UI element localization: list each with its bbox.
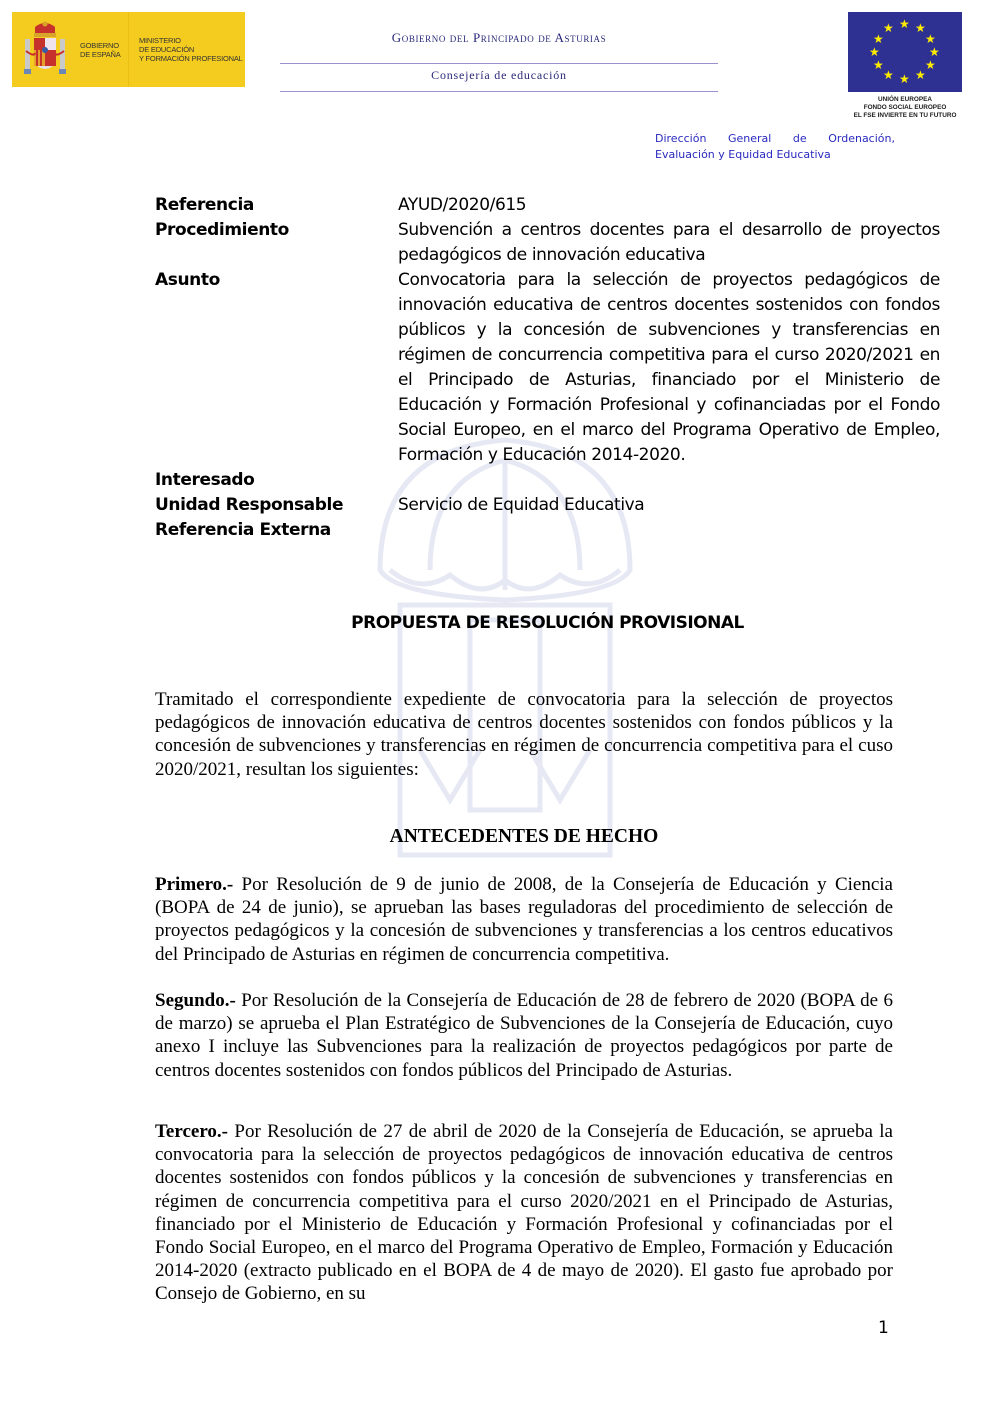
document-title: PROPUESTA DE RESOLUCIÓN PROVISIONAL xyxy=(351,613,744,633)
gov-line1: GOBIERNO xyxy=(80,40,119,50)
direction-line2: Evaluación y Equidad Educativa xyxy=(655,148,831,161)
ministry-line2: DE EDUCACIÓN xyxy=(139,45,195,54)
eu-caption xyxy=(848,96,962,120)
logo-divider xyxy=(128,12,129,87)
ministry-line3: Y FORMACIÓN PROFESIONAL xyxy=(139,54,243,63)
eu-caption-line2: FONDO SOCIAL EUROPEO xyxy=(863,104,947,111)
paragraph-text: Por Resolución de la Consejería de Educación de 28 de febrero de 2020 (BOPA de 6 de marzo) se aprueba el Plan Estratégico de Subvenciones de la Consejería de Educación, cuyo anexo I incluye las Subvenciones para la realización de proyectos pedagógicos por parte de centros docentes sostenidos con fondos públicos del Principado de Asturias. xyxy=(155,990,893,1081)
consejeria-subtitle: Consejería de educación xyxy=(431,68,567,82)
paragraph-tercero xyxy=(155,1120,893,1306)
paragraph-lead: Primero.- xyxy=(155,874,234,895)
direction-word: General xyxy=(728,132,772,145)
direction-word: de xyxy=(792,132,807,145)
page-number: 1 xyxy=(878,1318,889,1338)
principado-header xyxy=(280,30,718,92)
meta-row-unidad-responsable xyxy=(155,493,940,518)
ministry-text xyxy=(139,36,243,63)
meta-row-asunto xyxy=(155,268,940,468)
paragraph-primero xyxy=(155,873,893,966)
gov-line2: DE ESPAÑA xyxy=(80,49,121,59)
ministry-line1: MINISTERIO xyxy=(139,36,181,45)
meta-label: Referencia xyxy=(155,195,254,215)
gobierno-espana-text xyxy=(80,41,128,59)
meta-row-referencia-externa xyxy=(155,518,940,543)
meta-row-procedimiento xyxy=(155,218,940,268)
eu-fse-logo xyxy=(848,12,962,120)
meta-value: AYUD/2020/615 xyxy=(398,195,527,215)
paragraph-lead: Tercero.- xyxy=(155,1121,228,1142)
meta-label: Referencia Externa xyxy=(155,520,331,540)
meta-row-interesado xyxy=(155,468,940,493)
eu-flag-icon: ★ ★ ★ ★ ★ ★ ★ ★ ★ ★ ★ ★ xyxy=(848,12,962,92)
direction-word: Dirección xyxy=(655,132,707,145)
header-divider-bottom xyxy=(280,91,718,92)
meta-label: Interesado xyxy=(155,470,255,490)
meta-label: Asunto xyxy=(155,270,220,290)
metadata-table xyxy=(155,193,940,543)
paragraph-text: Por Resolución de 9 de junio de 2008, de la Consejería de Educación y Ciencia (BOPA de 24 de junio), se aprueban las bases reguladoras del procedimiento de selección de proyectos pedagógicos y la concesión de subvenciones y transferencias a los centros educativos del Principado de Asturias en régimen de concurrencia competitiva. xyxy=(155,874,893,965)
principado-title: Gobierno del Principado de Asturias xyxy=(391,30,607,45)
section-title: ANTECEDENTES DE HECHO xyxy=(389,826,659,847)
meta-value xyxy=(398,518,940,543)
paragraph-lead: Segundo.- xyxy=(155,990,236,1011)
spain-coat-of-arms-icon xyxy=(22,19,68,81)
meta-value: Servicio de Equidad Educativa xyxy=(398,495,645,515)
header-divider-top xyxy=(280,63,718,64)
paragraph-segundo xyxy=(155,989,893,1082)
paragraph-text: Por Resolución de 27 de abril de 2020 de la Consejería de Educación, se aprueba la convocatoria para la selección de proyectos pedagógicos de innovación educativa de centros docentes sostenidos con fondos públicos y la concesión de subvenciones y transferencias en régimen de concurrencia competitiva para el curso 2020/2021 en el Principado de Asturias, financiado por el Ministerio de Educación y Formación Profesional y cofinanciadas por el Fondo Social Europeo, en el marco del Programa Operativo de Empleo, Formación y Educación 2014-2020 (extracto publicado en el BOPA de 4 de mayo de 2020). El gasto fue aprobado por Consejo de Gobierno, en su xyxy=(155,1121,893,1305)
meta-value: Subvención a centros docentes para el desarrollo de proyectos pedagógicos de innovación educativa xyxy=(398,220,940,265)
meta-value: Convocatoria para la selección de proyectos pedagógicos de innovación educativa de centros docentes sostenidos con fondos públicos y la concesión de subvenciones y transferencias en régimen de concurrencia competitiva para el curso 2020/2021 en el Principado de Asturias, financiado por el Ministerio de Educación y Formación Profesional y cofinanciadas por el Fondo Social Europeo, en el marco del Programa Operativo de Empleo, Formación y Educación 2014-2020. xyxy=(398,270,940,465)
meta-value xyxy=(398,468,940,493)
meta-label: Unidad Responsable xyxy=(155,495,344,515)
direccion-general xyxy=(655,131,895,163)
meta-row-referencia xyxy=(155,193,940,218)
spain-government-logo xyxy=(12,12,245,87)
intro-paragraph: Tramitado el correspondiente expediente de convocatoria para la selección de proyectos pedagógicos de innovación educativa de centros docentes sostenidos con fondos públicos y la concesión de subvenciones y transferencias en régimen de concurrencia competitiva para el cuso 2020/2021, resultan los siguientes: xyxy=(155,689,893,780)
direction-word: Ordenación, xyxy=(828,132,895,145)
eu-caption-line3: EL FSE INVIERTE EN TU FUTURO xyxy=(853,112,957,119)
meta-label: Procedimiento xyxy=(155,220,289,240)
eu-caption-line1: UNIÓN EUROPEA xyxy=(878,96,932,103)
